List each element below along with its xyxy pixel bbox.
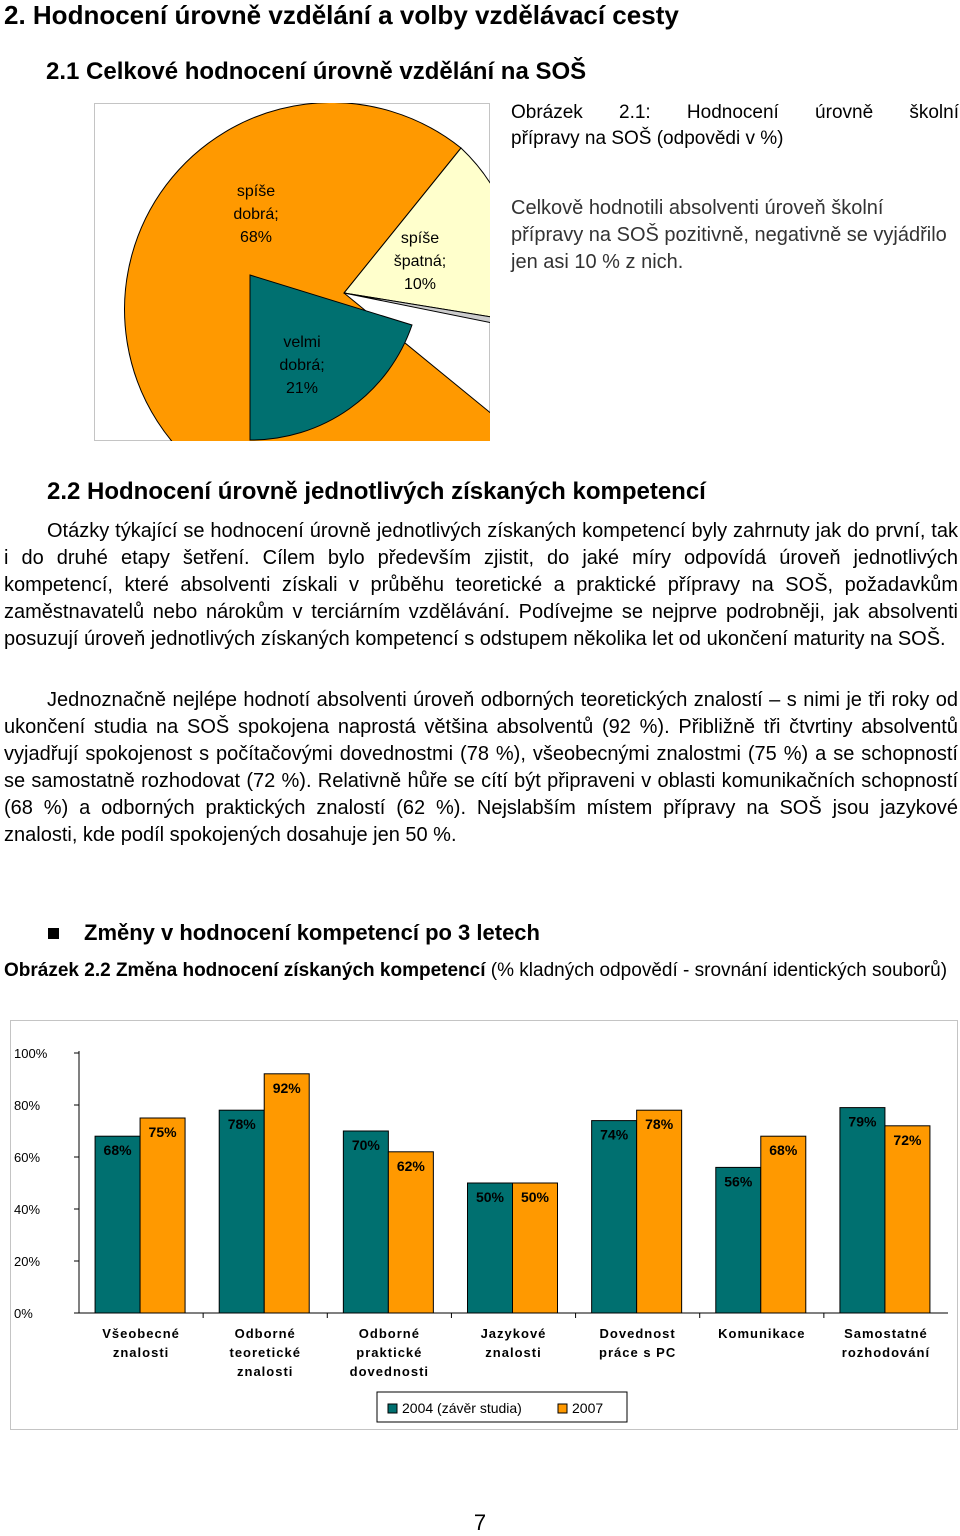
data-label: 72% [893,1131,922,1148]
bar-2004 [219,1110,264,1313]
y-tick-label: 20% [14,1254,41,1269]
bar-2004 [343,1131,388,1313]
category-label: Odborné [234,1326,296,1341]
data-label: 50% [520,1189,550,1205]
bullet-square-icon [48,928,59,939]
paragraph-2: Jednoznačně nejlépe hodnotí absolventi úroveň odborných teoretických znalostí – s nimi je tři roky od ukončení studia na SOŠ spokojena naprostá většina absolventů (92 %). Přibližně tři čtvrtiny absolventů vyjadřují spokojenost s počítačovými dovednostmi (78 %), všeobecnými znalostmi (75 %) a se schopností se samostatně rozhodovat (72 %). Relativně hůře se cítí být připraveni v oblasti komunikačních schopností (68 %) a odborných praktických znalostí (62 %). Nejslabším místem přípravy na SOŠ jsou jazykové znalosti, kde podíl spokojených dosahuje jen 50 %. [4,689,958,846]
data-label: 92% [272,1079,301,1096]
bar-2007 [637,1110,682,1313]
category-label: Dovednost [599,1326,676,1341]
pie-label-spise-spatna: spíše špatná; 10% [393,230,447,293]
figure-caption: Obrázek 2.1: Hodnocení úrovně školní přípravy na SOŠ (odpovědi v %) [511,102,959,149]
bar-2004 [592,1121,637,1313]
paragraph-1: Otázky týkající se hodnocení úrovně jednotlivých získaných kompetencí byly zahrnuty jak do první, tak i do druhé etapy šetření. Cílem bylo především zjistit, do jaké míry odpovídá úroveň jednotlivých kompetencí, které absolventi získali v průběhu teoretické a praktické přípravy na SOŠ, požadavkům zaměstnavatelů nebo nárokům v terciárním vzdělávání. Podívejme se nejprve podrobněji, jak absolventi posuzují úroveň jednotlivých získaných kompetencí s odstupem několika let od ukončení maturity na SOŠ. [4,520,958,650]
category-label: znalosti [485,1345,542,1360]
data-label: 50% [475,1189,505,1205]
category-label: práce s PC [599,1345,677,1360]
category-label: Jazykové [480,1326,547,1341]
category-label: rozhodování [841,1345,931,1360]
bar-2004 [840,1108,885,1313]
section-heading: 2. Hodnocení úrovně vzdělání a volby vzdělávací cesty [4,0,679,30]
bar-2007 [761,1136,806,1313]
data-label: 78% [645,1116,674,1133]
y-tick-label: 0% [14,1306,33,1321]
data-label: 68% [769,1142,798,1159]
subsection-heading-2: 2.2 Hodnocení úrovně jednotlivých získaných kompetencí [47,478,706,505]
y-tick-label: 80% [14,1098,41,1113]
figure-caption-2: Obrázek 2.2 Změna hodnocení získaných kompetencí (% kladných odpovědí - srovnání identických souborů) [4,960,948,981]
legend-swatch [558,1404,567,1413]
data-label: 78% [227,1116,256,1133]
pie-label-velmi-dobra: velmi dobrá; 21% [279,334,325,397]
pie-label-spise-dobra: spíše dobrá; 68% [233,183,279,246]
category-label: praktické [356,1345,423,1360]
bar-2004 [95,1136,140,1313]
page-number: 7 [473,1510,487,1535]
data-label: 74% [600,1126,629,1143]
bar-2007 [388,1152,433,1313]
data-label: 68% [103,1142,132,1159]
bar-2007 [264,1074,309,1313]
legend-label: 2007 [572,1400,604,1416]
data-label: 70% [351,1137,380,1153]
category-label: Všeobecné [102,1326,180,1341]
subsection-heading: 2.1 Celkové hodnocení úrovně vzdělání na SOŠ [46,58,587,85]
data-label: 62% [396,1157,425,1174]
legend-label: 2004 (závěr studia) [402,1400,522,1416]
data-label: 56% [724,1173,753,1190]
data-label: 79% [848,1113,877,1130]
data-label: 75% [148,1124,177,1140]
category-label: znalosti [112,1345,170,1360]
category-label: znalosti [237,1364,294,1379]
bar-2007 [140,1118,185,1313]
legend-swatch [388,1404,397,1413]
bar-chart [10,1020,958,1430]
y-tick-label: 60% [14,1150,41,1165]
category-label: teoretické [229,1345,301,1360]
bullet-heading: Změny v hodnocení kompetencí po 3 letech [84,920,540,945]
category-label: Odborné [358,1326,420,1341]
y-tick-label: 100% [14,1046,48,1061]
bar-2007 [885,1126,930,1313]
y-tick-label: 40% [14,1202,41,1217]
category-label: dovednosti [349,1364,430,1379]
category-label: Samostatné [844,1326,928,1341]
figure-description: Celkově hodnotili absolventi úroveň školní přípravy na SOŠ pozitivně, negativně se vyjádřilo jen asi 10 % z nich. [511,197,947,273]
category-label: Komunikace [718,1326,806,1341]
